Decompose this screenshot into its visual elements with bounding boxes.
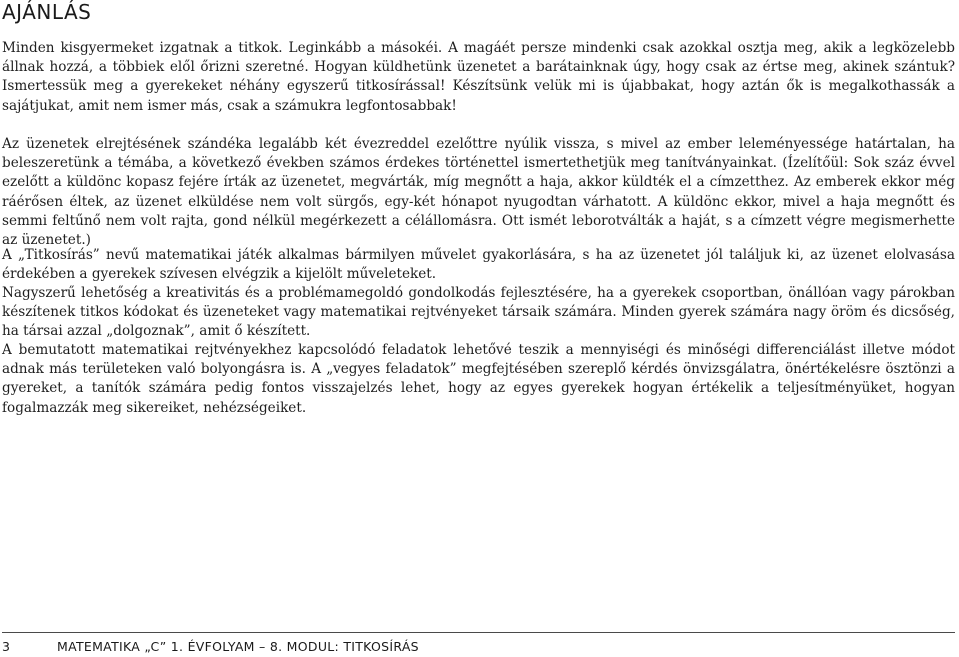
running-title: MATEMATIKA „C” 1. ÉVFOLYAM – 8. MODUL: TITKOSÍRÁS — [57, 639, 419, 654]
page-footer — [2, 638, 955, 656]
paragraph-history: Az üzenetek elrejtésének szándéka legalább két évezreddel ezelőttre nyúlik vissza, s mivel az ember leleményessége határtalan, ha beleszeretünk a témába, a következő években számos érdekes történettel ismertethetjük meg tanítványainkat. (Ízelítőül: Sok száz évvel ezelőtt a küldönc kopasz fejére írták az üzenetet, megvárták, míg megnőtt a haja, akkor küldték el a címzetthez. Az emberek ekkor még ráérősen éltek, az üzenet elküldése nem volt sürgős, egy-két hónapot nyugodtan várhatott. A küldönc ekkor, mivel a haja megnőtt és semmi feltűnő nem volt rajta, gond nélkül megérkezett a célállomásra. Ott ismét leborotválták a haját, s a címzett végre megismerhette az üzenetet.) — [2, 136, 955, 249]
page-title: AJÁNLÁS — [2, 0, 92, 24]
page-number: 3 — [2, 639, 10, 654]
paragraph-intro: Minden kisgyermeket izgatnak a titkok. Leginkább a másokéi. A magáét persze mindenki csak azokkal osztja meg, akik a legközelebb állnak hozzá, a többiek elől őrizni szeretné. Hogyan küldhetünk üzenetet a barátainknak úgy, hogy csak az értse meg, akinek szántuk? Ismertessük meg a gyerekeket néhány egyszerű titkosírással! Készítsünk velük mi is újabbakat, hogy aztán ők is megalkothassák a sajátjukat, amit nem ismer más, csak a számukra legfontosabbak! — [2, 40, 955, 114]
paragraph-game: A „Titkosírás” nevű matematikai játék alkalmas bármilyen művelet gyakorlására, s ha az üzenetet jól találjuk ki, az üzenet elolvasása érdekében a gyerekek szívesen elvégzik a kijelölt műveleteket. — [2, 247, 955, 283]
paragraph-differentiation: A bemutatott matematikai rejtvényekhez kapcsolódó feladatok lehetővé teszik a mennyiségi és minőségi differenciálást illetve módot adnak más területeken való bolyongásra is. A „vegyes feladatok” megfejtésében szereplő kérdés önvizsgálatra, önértékelésre ösztönzi a gyereket, a tanítók számára pedig fontos visszajelzés lehet, hogy az egyes gyerekek hogyan értékelik a teljesítményüket, hogyan fogalmazzák meg sikereiket, nehézségeiket. — [2, 342, 955, 416]
footer-divider — [2, 632, 955, 633]
paragraph-creativity: Nagyszerű lehetőség a kreativitás és a problémamegoldó gondolkodás fejlesztésére, ha a gyerekek csoportban, önállóan vagy párokban készítenek titkos kódokat és üzeneteket vagy matematikai rejtvényeket társaik számára. Minden gyerek számára nagy öröm és dicsőség, ha társai azzal „dolgoznak”, amit ő készített. — [2, 285, 955, 340]
